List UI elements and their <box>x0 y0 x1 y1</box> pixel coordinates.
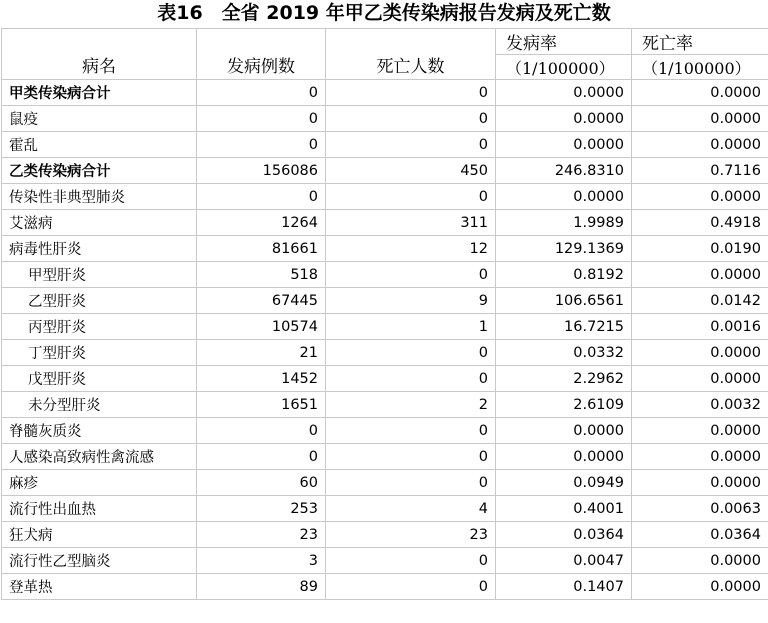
table-row <box>2 314 768 340</box>
table-header <box>2 29 768 80</box>
cell-incidence-rate: 0.0000 <box>496 184 632 210</box>
cell-mortality-rate: 0.4918 <box>632 210 768 236</box>
cell-deaths: 0 <box>326 262 496 288</box>
header-disease-name: 病名 <box>2 29 197 80</box>
cell-mortality-rate: 0.0032 <box>632 392 768 418</box>
cell-disease-name: 霍乱 <box>2 132 197 158</box>
table-row <box>2 158 768 184</box>
cell-incidence-rate: 0.0000 <box>496 80 632 106</box>
cell-incidence-rate: 2.2962 <box>496 366 632 392</box>
cell-cases: 0 <box>197 80 326 106</box>
cell-cases: 10574 <box>197 314 326 340</box>
cell-deaths: 4 <box>326 496 496 522</box>
cell-disease-name: 乙类传染病合计 <box>2 158 197 184</box>
cell-mortality-rate: 0.0000 <box>632 184 768 210</box>
cell-mortality-rate: 0.0190 <box>632 236 768 262</box>
cell-incidence-rate: 0.0364 <box>496 522 632 548</box>
cell-cases: 81661 <box>197 236 326 262</box>
cell-cases: 0 <box>197 132 326 158</box>
cell-disease-name: 麻疹 <box>2 470 197 496</box>
cell-mortality-rate: 0.7116 <box>632 158 768 184</box>
cell-cases: 23 <box>197 522 326 548</box>
cell-cases: 67445 <box>197 288 326 314</box>
cell-cases: 1264 <box>197 210 326 236</box>
cell-cases: 0 <box>197 444 326 470</box>
cell-mortality-rate: 0.0016 <box>632 314 768 340</box>
cell-disease-name: 未分型肝炎 <box>2 392 197 418</box>
table-row <box>2 262 768 288</box>
cell-cases: 156086 <box>197 158 326 184</box>
table-row <box>2 444 768 470</box>
cell-cases: 0 <box>197 418 326 444</box>
cell-disease-name: 人感染高致病性禽流感 <box>2 444 197 470</box>
cell-deaths: 311 <box>326 210 496 236</box>
cell-disease-name: 甲型肝炎 <box>2 262 197 288</box>
cell-cases: 253 <box>197 496 326 522</box>
cell-mortality-rate: 0.0000 <box>632 262 768 288</box>
table-row <box>2 574 768 600</box>
cell-disease-name: 丁型肝炎 <box>2 340 197 366</box>
cell-disease-name: 甲类传染病合计 <box>2 80 197 106</box>
cell-cases: 60 <box>197 470 326 496</box>
cell-deaths: 0 <box>326 418 496 444</box>
cell-mortality-rate: 0.0000 <box>632 574 768 600</box>
cell-deaths: 0 <box>326 366 496 392</box>
cell-disease-name: 流行性出血热 <box>2 496 197 522</box>
table-row <box>2 210 768 236</box>
cell-mortality-rate: 0.0000 <box>632 366 768 392</box>
header-mortality-unit: （1/100000） <box>632 55 768 80</box>
table-row <box>2 548 768 574</box>
table-title: 表16 全省 2019 年甲乙类传染病报告发病及死亡数 <box>157 2 611 24</box>
cell-cases: 0 <box>197 106 326 132</box>
cell-incidence-rate: 1.9989 <box>496 210 632 236</box>
cell-deaths: 0 <box>326 132 496 158</box>
cell-deaths: 0 <box>326 574 496 600</box>
cell-deaths: 1 <box>326 314 496 340</box>
cell-deaths: 23 <box>326 522 496 548</box>
cell-incidence-rate: 106.6561 <box>496 288 632 314</box>
cell-deaths: 0 <box>326 444 496 470</box>
cell-deaths: 0 <box>326 548 496 574</box>
cell-disease-name: 登革热 <box>2 574 197 600</box>
table-row <box>2 106 768 132</box>
table-row <box>2 80 768 106</box>
cell-mortality-rate: 0.0142 <box>632 288 768 314</box>
cell-incidence-rate: 0.0000 <box>496 106 632 132</box>
cell-deaths: 0 <box>326 340 496 366</box>
cell-incidence-rate: 129.1369 <box>496 236 632 262</box>
cell-disease-name: 乙型肝炎 <box>2 288 197 314</box>
cell-deaths: 9 <box>326 288 496 314</box>
disease-report-table <box>1 28 768 600</box>
cell-disease-name: 丙型肝炎 <box>2 314 197 340</box>
header-mortality-rate: 死亡率 <box>632 29 768 55</box>
table-body <box>2 80 768 600</box>
cell-deaths: 12 <box>326 236 496 262</box>
header-incidence-unit: （1/100000） <box>496 55 632 80</box>
cell-mortality-rate: 0.0364 <box>632 522 768 548</box>
table-row <box>2 236 768 262</box>
cell-cases: 3 <box>197 548 326 574</box>
cell-incidence-rate: 0.1407 <box>496 574 632 600</box>
cell-disease-name: 传染性非典型肺炎 <box>2 184 197 210</box>
cell-mortality-rate: 0.0000 <box>632 106 768 132</box>
cell-disease-name: 狂犬病 <box>2 522 197 548</box>
cell-disease-name: 流行性乙型脑炎 <box>2 548 197 574</box>
table-row <box>2 184 768 210</box>
cell-deaths: 450 <box>326 158 496 184</box>
header-cases: 发病例数 <box>197 29 326 80</box>
cell-mortality-rate: 0.0000 <box>632 444 768 470</box>
table-row <box>2 288 768 314</box>
cell-mortality-rate: 0.0000 <box>632 340 768 366</box>
cell-disease-name: 鼠疫 <box>2 106 197 132</box>
cell-incidence-rate: 0.0000 <box>496 444 632 470</box>
cell-mortality-rate: 0.0000 <box>632 132 768 158</box>
cell-incidence-rate: 0.0000 <box>496 132 632 158</box>
cell-mortality-rate: 0.0063 <box>632 496 768 522</box>
cell-cases: 1651 <box>197 392 326 418</box>
cell-mortality-rate: 0.0000 <box>632 470 768 496</box>
cell-disease-name: 戊型肝炎 <box>2 366 197 392</box>
cell-incidence-rate: 2.6109 <box>496 392 632 418</box>
cell-incidence-rate: 0.0047 <box>496 548 632 574</box>
cell-incidence-rate: 0.0332 <box>496 340 632 366</box>
cell-incidence-rate: 0.4001 <box>496 496 632 522</box>
table-row <box>2 392 768 418</box>
cell-mortality-rate: 0.0000 <box>632 548 768 574</box>
cell-cases: 518 <box>197 262 326 288</box>
cell-cases: 0 <box>197 184 326 210</box>
cell-disease-name: 艾滋病 <box>2 210 197 236</box>
header-incidence-rate: 发病率 <box>496 29 632 55</box>
cell-deaths: 0 <box>326 184 496 210</box>
table-row <box>2 132 768 158</box>
table-row <box>2 340 768 366</box>
cell-deaths: 0 <box>326 106 496 132</box>
cell-cases: 89 <box>197 574 326 600</box>
cell-deaths: 2 <box>326 392 496 418</box>
cell-incidence-rate: 246.8310 <box>496 158 632 184</box>
cell-mortality-rate: 0.0000 <box>632 80 768 106</box>
cell-cases: 1452 <box>197 366 326 392</box>
cell-incidence-rate: 0.8192 <box>496 262 632 288</box>
cell-mortality-rate: 0.0000 <box>632 418 768 444</box>
cell-disease-name: 病毒性肝炎 <box>2 236 197 262</box>
table-row <box>2 418 768 444</box>
header-deaths: 死亡人数 <box>326 29 496 80</box>
cell-cases: 21 <box>197 340 326 366</box>
cell-deaths: 0 <box>326 470 496 496</box>
cell-incidence-rate: 0.0949 <box>496 470 632 496</box>
cell-incidence-rate: 0.0000 <box>496 418 632 444</box>
table-row <box>2 522 768 548</box>
cell-incidence-rate: 16.7215 <box>496 314 632 340</box>
table-row <box>2 366 768 392</box>
cell-deaths: 0 <box>326 80 496 106</box>
table-row <box>2 470 768 496</box>
table-row <box>2 496 768 522</box>
cell-disease-name: 脊髓灰质炎 <box>2 418 197 444</box>
